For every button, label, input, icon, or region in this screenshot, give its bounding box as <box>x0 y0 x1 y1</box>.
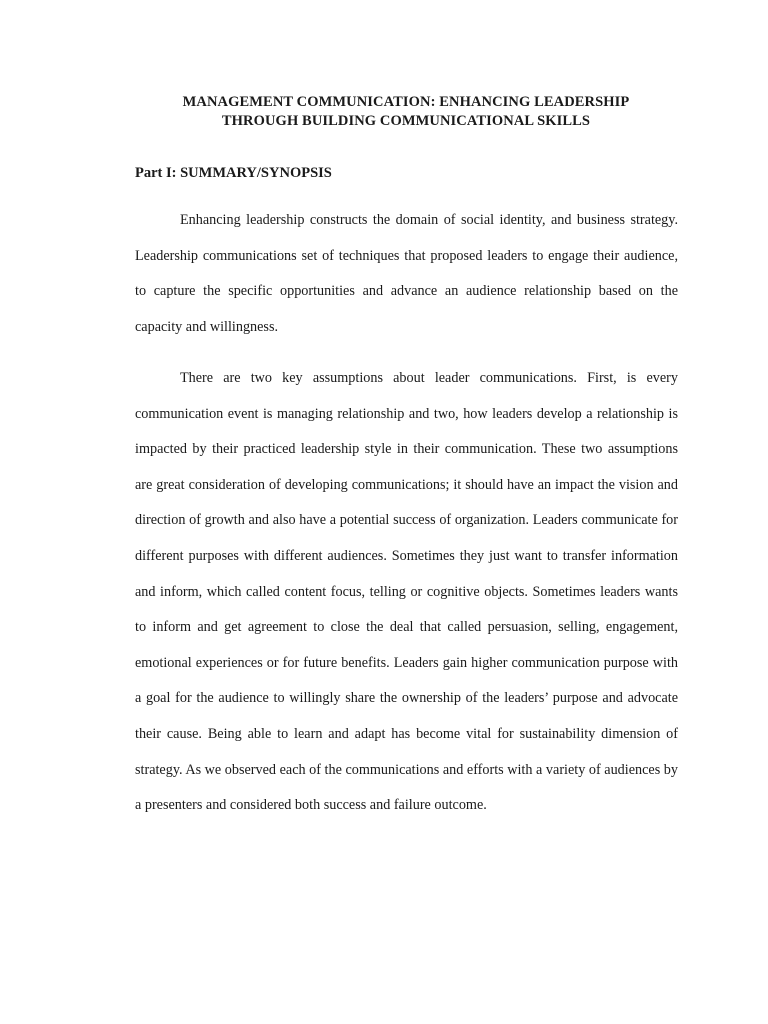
document-title <box>0 93 768 131</box>
section-heading: Part I: SUMMARY/SYNOPSIS <box>135 165 332 181</box>
title-line-2: THROUGH BUILDING COMMUNICATIONAL SKILLS <box>221 113 591 129</box>
paragraph-2: There are two key assumptions about leader communications. First, is every communication event is managing relationship and two, how leaders develop a relationship is impacted by their practiced leadership style in their communication. These two assumptions are great consideration of developing communications; it should have an impact the vision and direction of growth and also have a potential success of organization. Leaders communicate for different purposes with different audiences. Sometimes they just want to transfer information and inform, which called content focus, telling or cognitive objects. Sometimes leaders wants to inform and get agreement to close the deal that called persuasion, selling, engagement, emotional experiences or for future benefits. Leaders gain higher communication purpose with a goal for the audience to willingly share the ownership of the leaders’ purpose and advocate their cause. Being able to learn and adapt has become vital for sustainability dimension of strategy. As we observed each of the communications and efforts with a variety of audiences by a presenters and considered both success and failure outcome. <box>135 370 678 814</box>
paragraph-1: Enhancing leadership constructs the domain of social identity, and business strategy. Leadership communications set of techniques that proposed leaders to engage their audience, to capture the specific opportunities and advance an audience relationship based on the capacity and willingness. <box>135 212 678 335</box>
title-line-1: MANAGEMENT COMMUNICATION: ENHANCING LEADERSHIP <box>182 94 630 110</box>
